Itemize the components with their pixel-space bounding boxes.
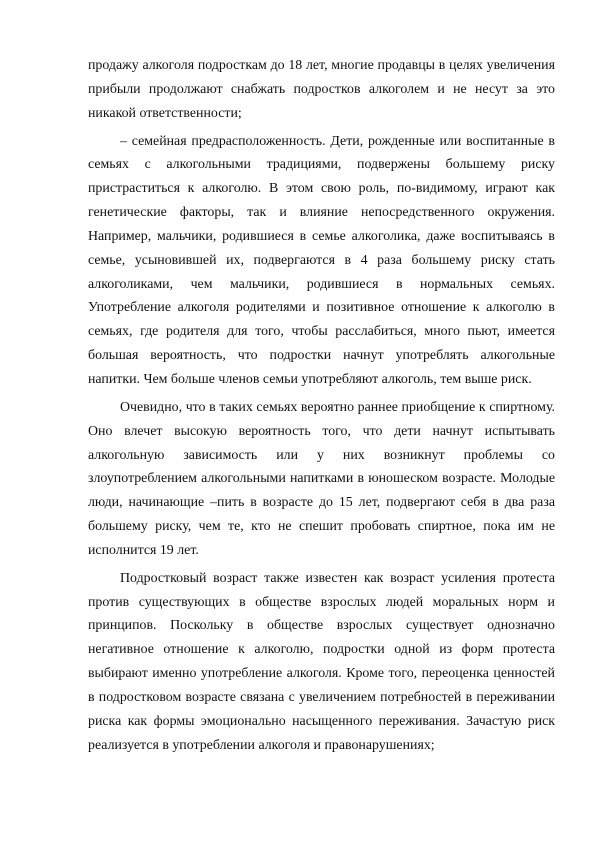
paragraph-4: Подростковый возраст также известен как возраст усиления протеста против существующих в обществе взрослых людей моральных норм и принципов. Поскольку в обществе взрослых существует однозначно негативное отношение к алкоголю, подростки одной из форм протеста выбирают именно употребление алкоголя. Кроме того, переоценка ценностей в подростковом возрасте связана с увеличением потребностей в переживании риска как формы эмоционально насыщенного переживания. Зачастую риск реализуется в употреблении алкоголя и правонарушениях; [88, 570, 555, 753]
paragraph-3: Очевидно, что в таких семьях вероятно раннее приобщение к спиртному. Оно влечет высокую вероятность того, что дети начнут испытывать алкогольную зависимость или у них возникнут проблемы со злоупотреблением алкогольными напитками в юношеском возрасте. Молодые люди, начинающие –пить в возрасте до 15 лет, подвергают себя в два раза большему риску, чем те, кто не спешит пробовать спиртное, пока им не исполнится 19 лет. [88, 399, 555, 558]
body-text [88, 54, 555, 757]
paragraph-1: продажу алкоголя подросткам до 18 лет, многие продавцы в целях увеличения прибыли продолжают снабжать подростков алкоголем и не несут за это никакой ответственности; [88, 58, 555, 121]
paragraph-2: – семейная предрасположенность. Дети, рожденные или воспитанные в семьях с алкогольными традициями, подвержены большему риску пристраститься к алкоголю. В этом свою роль, по-видимому, играют как генетические факторы, так и влияние непосредственного окружения. Например, мальчики, родившиеся в семье алкоголика, даже воспитываясь в семье, усыновившей их, подвергаются в 4 раза большему риску стать алкоголиками, чем мальчики, родившиеся в нормальных семьях. Употребление алкоголя родителями и позитивное отношение к алкоголю в семьях, где родителя для того, чтобы расслабиться, много пьют, имеется большая вероятность, что подростки начнут употреблять алкогольные напитки. Чем больше членов семьи употребляют алкоголь, тем выше риск. [88, 133, 555, 387]
